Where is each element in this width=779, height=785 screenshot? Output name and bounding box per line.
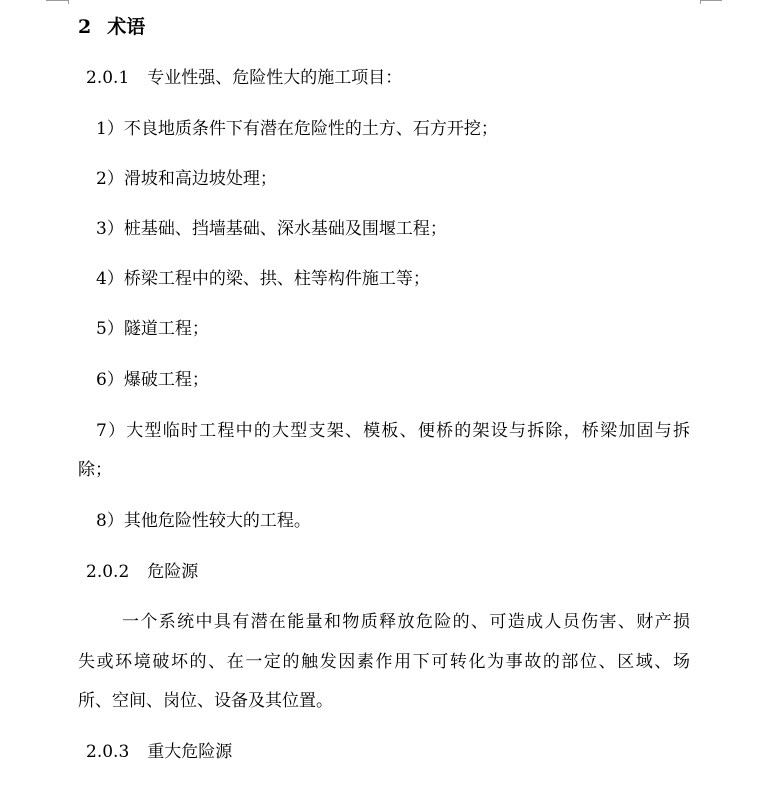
list-item: 2）滑坡和高边坡处理； [96, 169, 277, 189]
section-title: 危险源 [147, 562, 199, 582]
section-number: 2.0.1 [86, 68, 130, 88]
chapter-number: 2 [78, 16, 92, 38]
section-number: 2.0.2 [86, 562, 130, 582]
margin-corner-mark-left [46, 0, 68, 1]
section-number: 2.0.3 [86, 742, 130, 762]
margin-corner-tick-right [700, 0, 701, 4]
list-item: 8）其他危险性较大的工程。 [96, 511, 311, 531]
section-heading-2-0-1 [86, 67, 402, 89]
list-item: 7）大型临时工程中的大型支架、模板、便桥的架设与拆除，桥梁加固与拆 [96, 421, 690, 441]
list-item: 4）桥梁工程中的梁、拱、柱等构件施工等； [96, 269, 430, 289]
list-item: 3）桩基础、挡墙基础、深水基础及围堰工程； [96, 219, 447, 239]
chapter-heading [78, 16, 145, 38]
section-heading-2-0-2 [86, 561, 198, 583]
margin-corner-mark-right [700, 0, 722, 1]
section-heading-2-0-3 [86, 741, 232, 763]
definition-line: 一个系统中具有潜在能量和物质释放危险的、可造成人员伤害、财产损 [122, 612, 690, 632]
list-item-continuation: 除； [78, 460, 112, 480]
definition-line: 所、空间、岗位、设备及其位置。 [78, 691, 333, 711]
margin-corner-tick-left [68, 0, 69, 4]
list-item: 5）隧道工程； [96, 319, 209, 339]
definition-line: 失或环境破坏的、在一定的触发因素作用下可转化为事故的部位、区域、场 [78, 652, 690, 672]
section-title: 专业性强、危险性大的施工项目： [147, 68, 403, 88]
section-title: 重大危险源 [147, 742, 233, 762]
list-item: 1）不良地质条件下有潜在危险性的土方、石方开挖； [96, 119, 498, 139]
list-item: 6）爆破工程； [96, 370, 209, 390]
chapter-title: 术语 [107, 16, 146, 38]
